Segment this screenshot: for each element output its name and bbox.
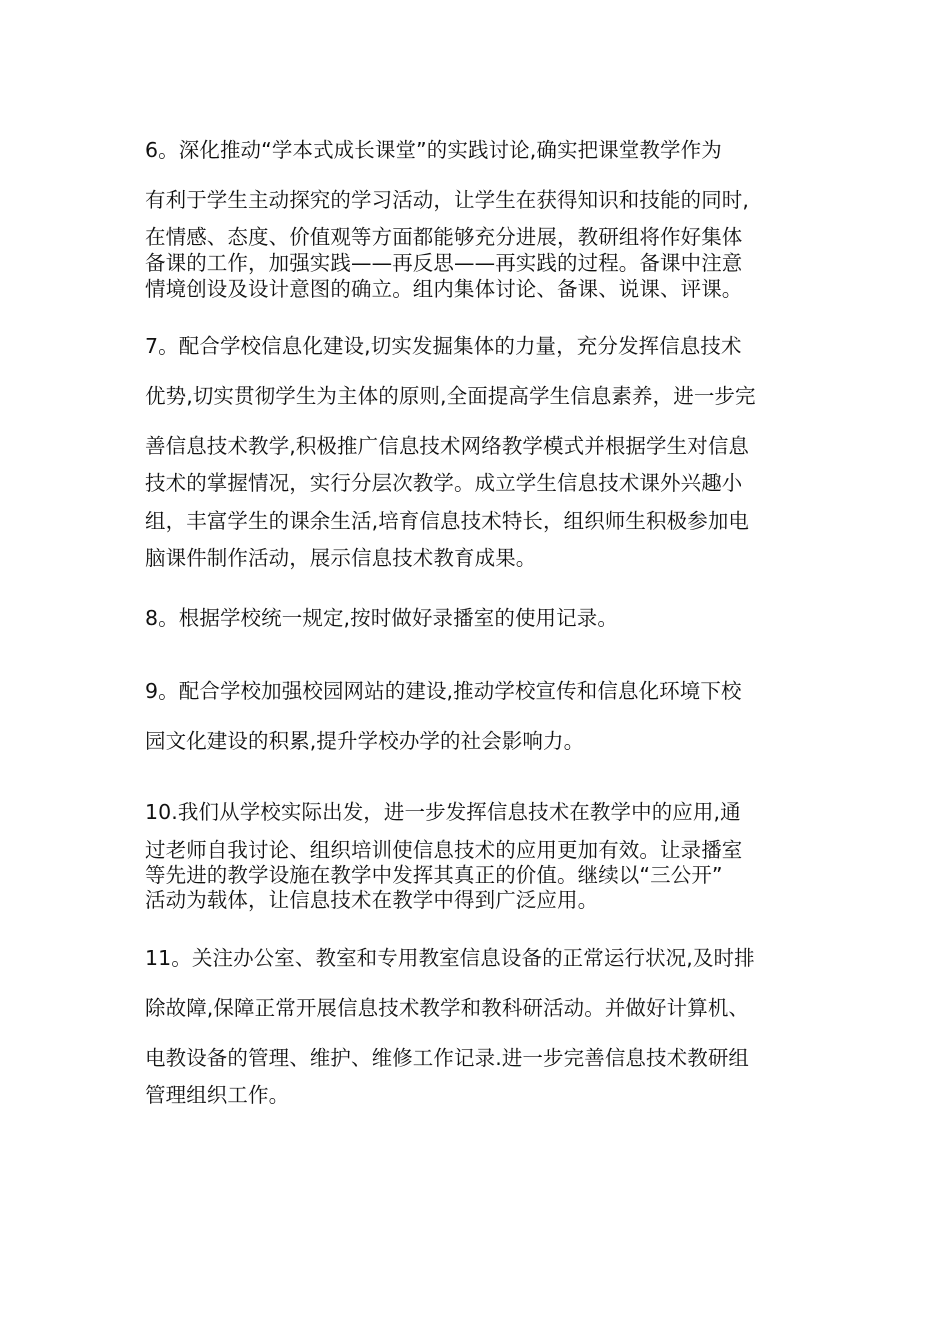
paragraph-line: 管理组织工作。 bbox=[145, 1083, 290, 1107]
paragraph-line: 10.我们从学校实际出发，进一步发挥信息技术在教学中的应用,通 bbox=[145, 800, 741, 824]
paragraph-line: 过老师自我讨论、组织培训使信息技术的应用更加有效。让录播室 bbox=[145, 838, 743, 862]
paragraph-line: 9。配合学校加强校园网站的建设,推动学校宣传和信息化环境下校 bbox=[145, 679, 742, 703]
paragraph-line: 脑课件制作活动，展示信息技术教育成果。 bbox=[145, 546, 537, 570]
paragraph-line: 等先进的教学设施在教学中发挥其真正的价值。继续以“三公开” bbox=[145, 863, 723, 887]
paragraph-line: 善信息技术教学,积极推广信息技术网络教学模式并根据学生对信息 bbox=[145, 434, 750, 458]
paragraph-line: 7。配合学校信息化建设,切实发掘集体的力量，充分发挥信息技术 bbox=[145, 334, 742, 358]
paragraph-line: 电教设备的管理、维护、维修工作记录.进一步完善信息技术教研组 bbox=[145, 1046, 750, 1070]
paragraph-line: 情境创设及设计意图的确立。组内集体讨论、备课、说课、评课。 bbox=[145, 277, 743, 301]
paragraph-line: 组，丰富学生的课余生活,培育信息技术特长，组织师生积极参加电 bbox=[145, 509, 750, 533]
paragraph-line: 6。深化推动“学本式成长课堂”的实践讨论,确实把课堂教学作为 bbox=[145, 138, 722, 162]
paragraph-line: 8。根据学校统一规定,按时做好录播室的使用记录。 bbox=[145, 606, 618, 630]
paragraph-line: 活动为载体，让信息技术在教学中得到广泛应用。 bbox=[145, 888, 599, 912]
paragraph-line: 技术的掌握情况，实行分层次教学。成立学生信息技术课外兴趣小 bbox=[145, 471, 743, 495]
paragraph-line: 除故障,保障正常开展信息技术教学和教科研活动。并做好计算机、 bbox=[145, 996, 750, 1020]
paragraph-line: 在情感、态度、价值观等方面都能够充分进展，教研组将作好集体 bbox=[145, 225, 743, 249]
paragraph-line: 优势,切实贯彻学生为主体的原则,全面提高学生信息素养，进一步完 bbox=[145, 384, 756, 408]
paragraph-line: 11。关注办公室、教室和专用教室信息设备的正常运行状况,及时排 bbox=[145, 946, 755, 970]
paragraph-line: 有利于学生主动探究的学习活动，让学生在获得知识和技能的同时, bbox=[145, 188, 750, 212]
paragraph-line: 备课的工作，加强实践——再反思——再实践的过程。备课中注意 bbox=[145, 251, 743, 275]
paragraph-line: 园文化建设的积累,提升学校办学的社会影响力。 bbox=[145, 729, 585, 753]
